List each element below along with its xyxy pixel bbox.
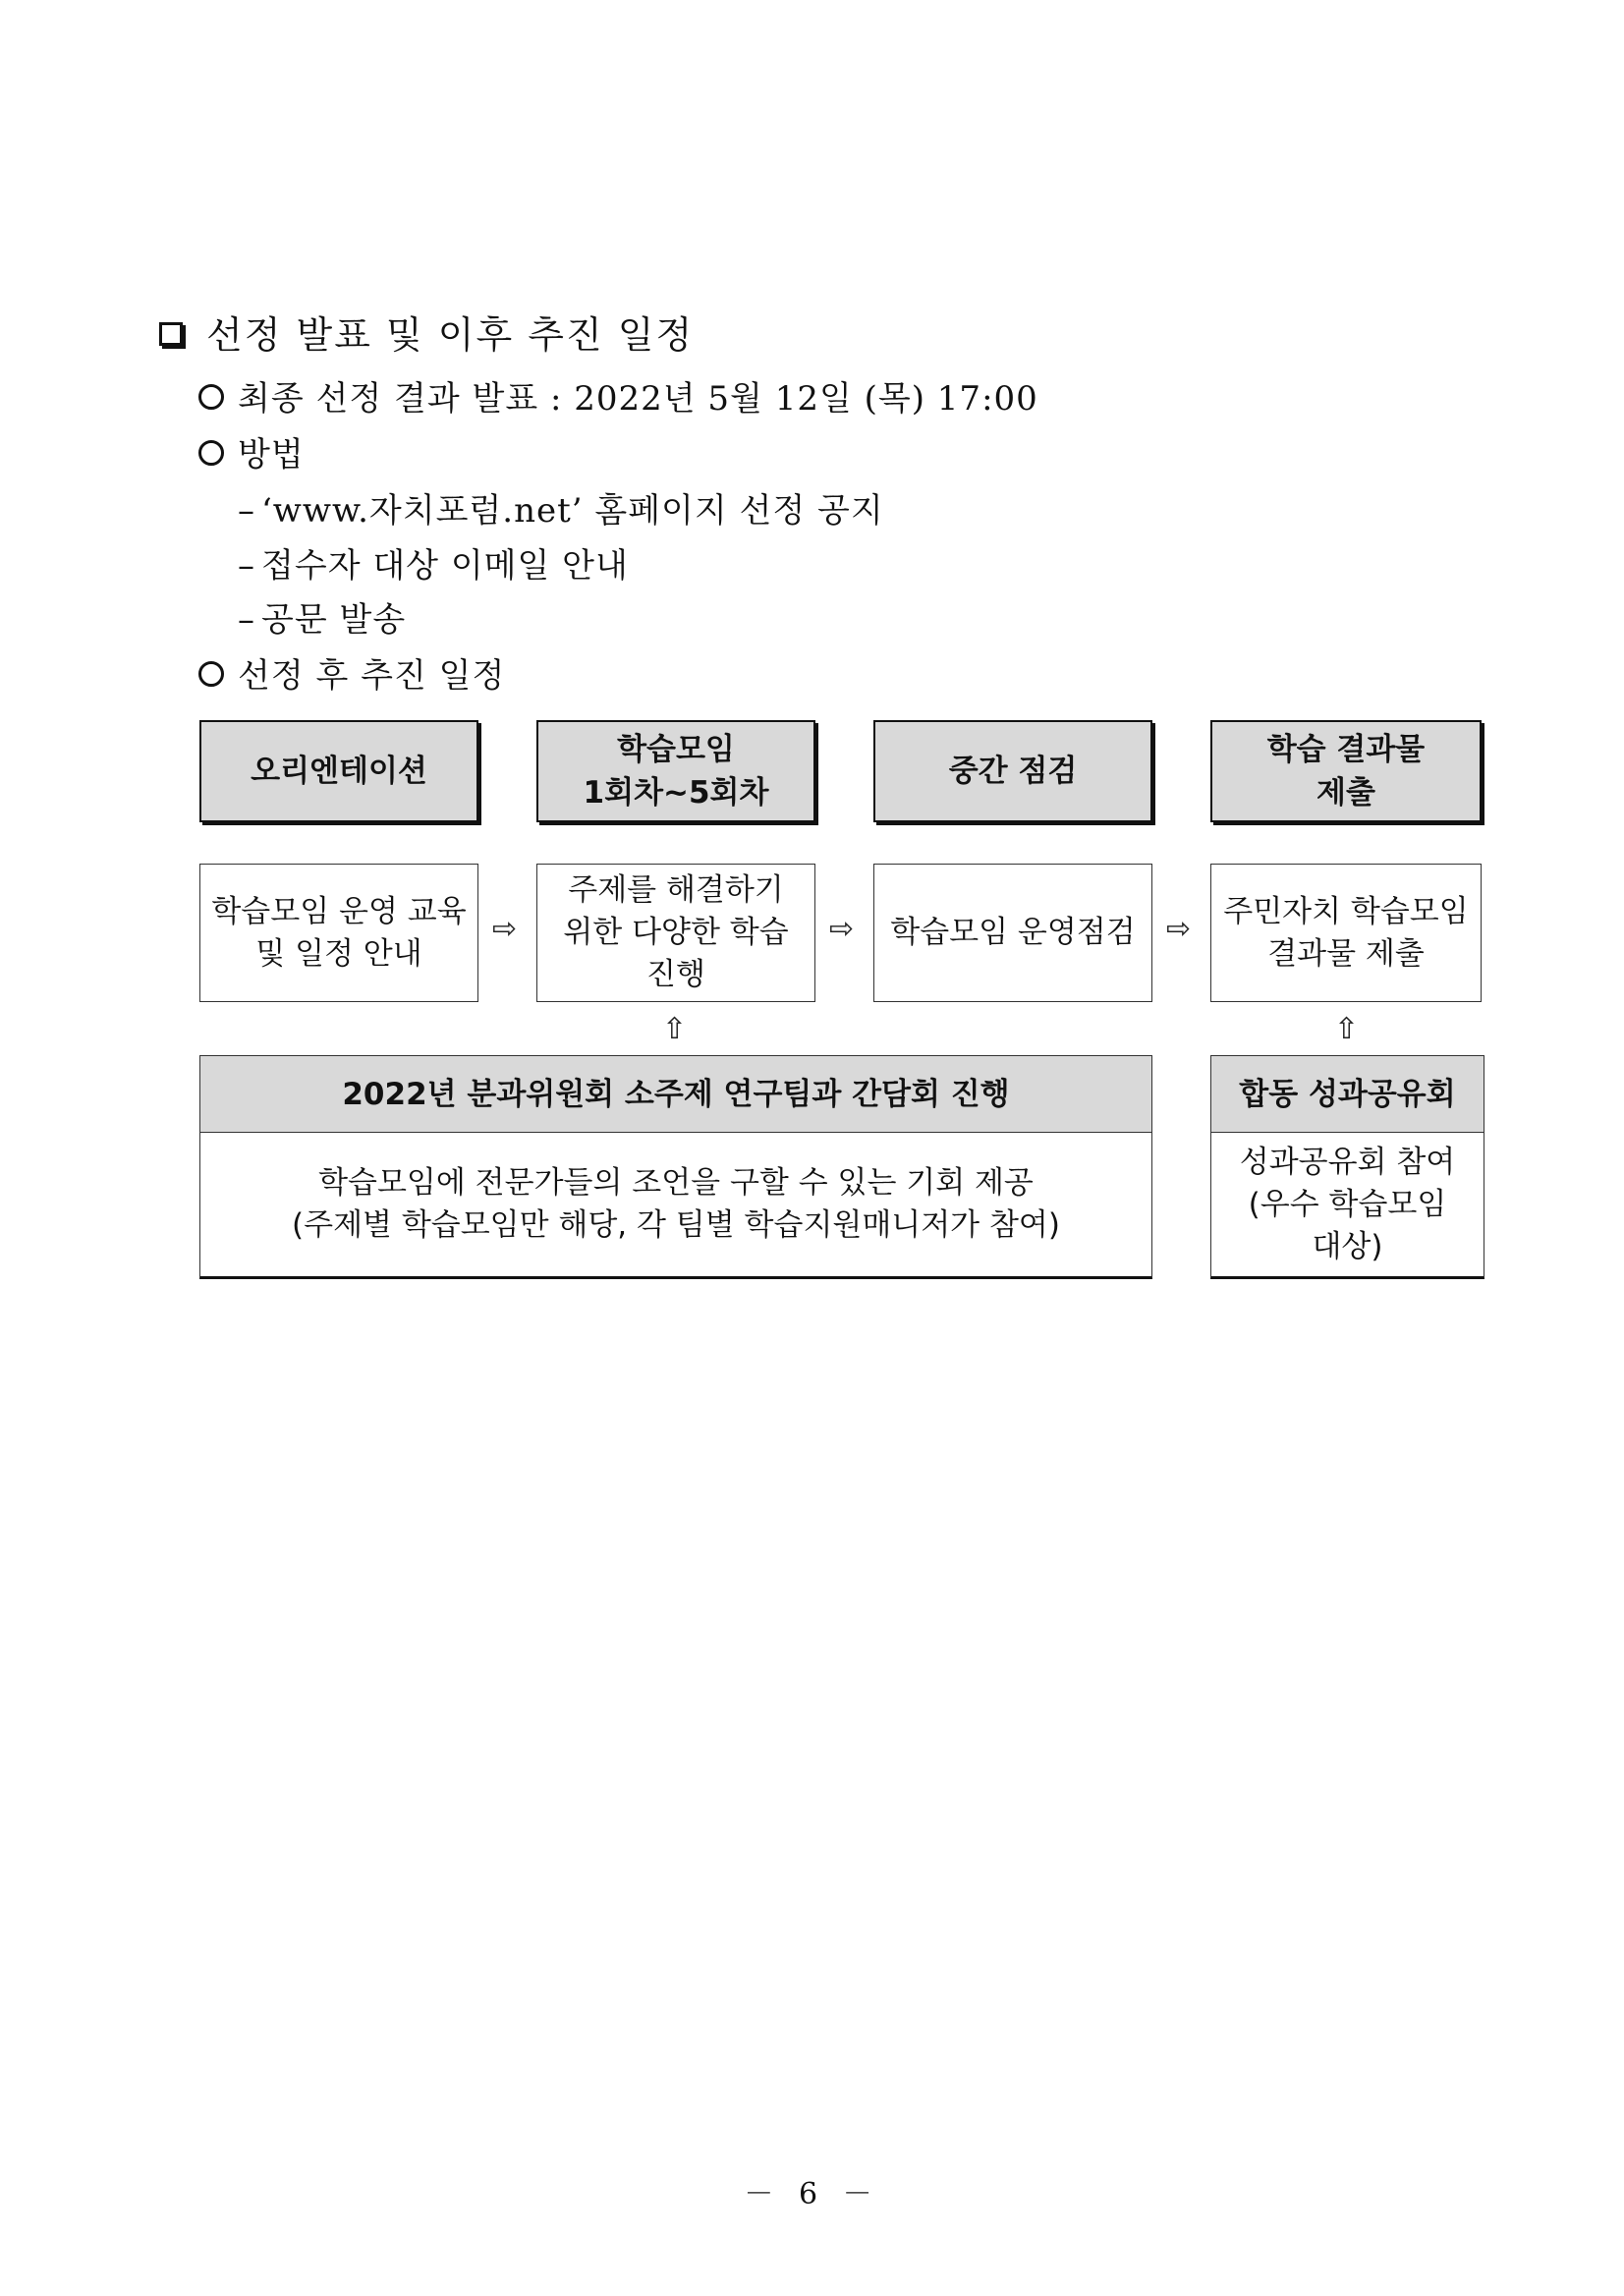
step-desc-sessions — [536, 864, 815, 1002]
step-title-line: 학습모임 — [617, 732, 735, 767]
method-item — [198, 427, 305, 476]
arrow-up-icon: ⇧ — [662, 1012, 688, 1046]
section-heading — [159, 305, 694, 359]
step-desc-line: 학습모임 운영 교육 — [211, 893, 467, 929]
step-header-orientation — [199, 720, 478, 822]
step-desc-orientation — [199, 864, 478, 1002]
step-title-line: 1회차~5회차 — [583, 775, 769, 811]
method-text: ‘www.자치포럼.net’ 홈페이지 선정 공지 — [261, 491, 884, 531]
support-desc-line: 성과공유회 참여 — [1239, 1144, 1456, 1180]
final-announce-item — [198, 371, 1038, 420]
dash-bullet: – — [238, 491, 255, 531]
step-header-midcheck — [873, 720, 1152, 822]
circle-bullet-icon — [198, 661, 224, 687]
method-label: 방법 — [238, 435, 305, 475]
step-desc-line: 진행 — [646, 957, 705, 992]
schedule-item — [198, 648, 505, 697]
step-title-line: 중간 점검 — [948, 754, 1078, 789]
step-desc-line: 주민자치 학습모임 — [1223, 893, 1469, 929]
method-subitem — [238, 538, 629, 587]
step-desc-line: 학습모임 운영점검 — [890, 915, 1136, 950]
arrow-right-icon: ⇨ — [829, 912, 855, 946]
step-title-line: 학습 결과물 — [1266, 732, 1426, 767]
dash-bullet: – — [238, 546, 255, 586]
step-desc-line: 결과물 제출 — [1267, 935, 1425, 972]
support-left-header — [199, 1055, 1152, 1134]
circle-bullet-icon — [198, 384, 224, 410]
schedule-label: 선정 후 추진 일정 — [238, 656, 506, 696]
support-desc-line: (주제별 학습모임만 해당, 각 팀별 학습지원매니저가 참여) — [292, 1207, 1060, 1243]
method-subitem — [238, 592, 406, 641]
support-right-header — [1210, 1055, 1484, 1134]
circle-bullet-icon — [198, 440, 224, 466]
method-subitem — [238, 483, 884, 532]
method-text: 공문 발송 — [261, 600, 407, 640]
final-announce-text: 최종 선정 결과 발표 : 2022년 5월 12일 (목) 17:00 — [238, 379, 1038, 419]
dash-bullet: – — [238, 600, 255, 640]
step-header-submission — [1210, 720, 1482, 822]
support-desc-line: 대상) — [1312, 1228, 1383, 1264]
step-desc-midcheck — [873, 864, 1152, 1002]
method-text: 접수자 대상 이메일 안내 — [261, 546, 629, 586]
square-bullet-icon — [159, 322, 183, 346]
page-number: － 6 － — [744, 2177, 880, 2212]
support-desc-line: (우수 학습모임 — [1248, 1186, 1447, 1222]
support-right-title: 합동 성과공유회 — [1239, 1077, 1456, 1112]
step-title-line: 오리엔테이션 — [251, 754, 427, 789]
support-desc-line: 학습모임에 전문가들의 조언을 구할 수 있는 기회 제공 — [318, 1165, 1034, 1201]
arrow-right-icon: ⇨ — [492, 912, 518, 946]
step-desc-line: 및 일정 안내 — [255, 935, 422, 972]
step-desc-line: 주제를 해결하기 — [568, 872, 784, 908]
support-left-desc — [199, 1132, 1152, 1279]
support-right-desc — [1210, 1132, 1484, 1279]
arrow-right-icon: ⇨ — [1166, 912, 1192, 946]
arrow-up-icon: ⇧ — [1334, 1012, 1360, 1046]
step-desc-line: 위한 다양한 학습 — [563, 915, 789, 950]
step-header-sessions — [536, 720, 815, 822]
step-title-line: 제출 — [1316, 775, 1375, 811]
section-title: 선정 발표 및 이후 추진 일정 — [206, 313, 695, 357]
step-desc-submission — [1210, 864, 1482, 1002]
support-left-title: 2022년 분과위원회 소주제 연구팀과 간담회 진행 — [342, 1077, 1010, 1112]
